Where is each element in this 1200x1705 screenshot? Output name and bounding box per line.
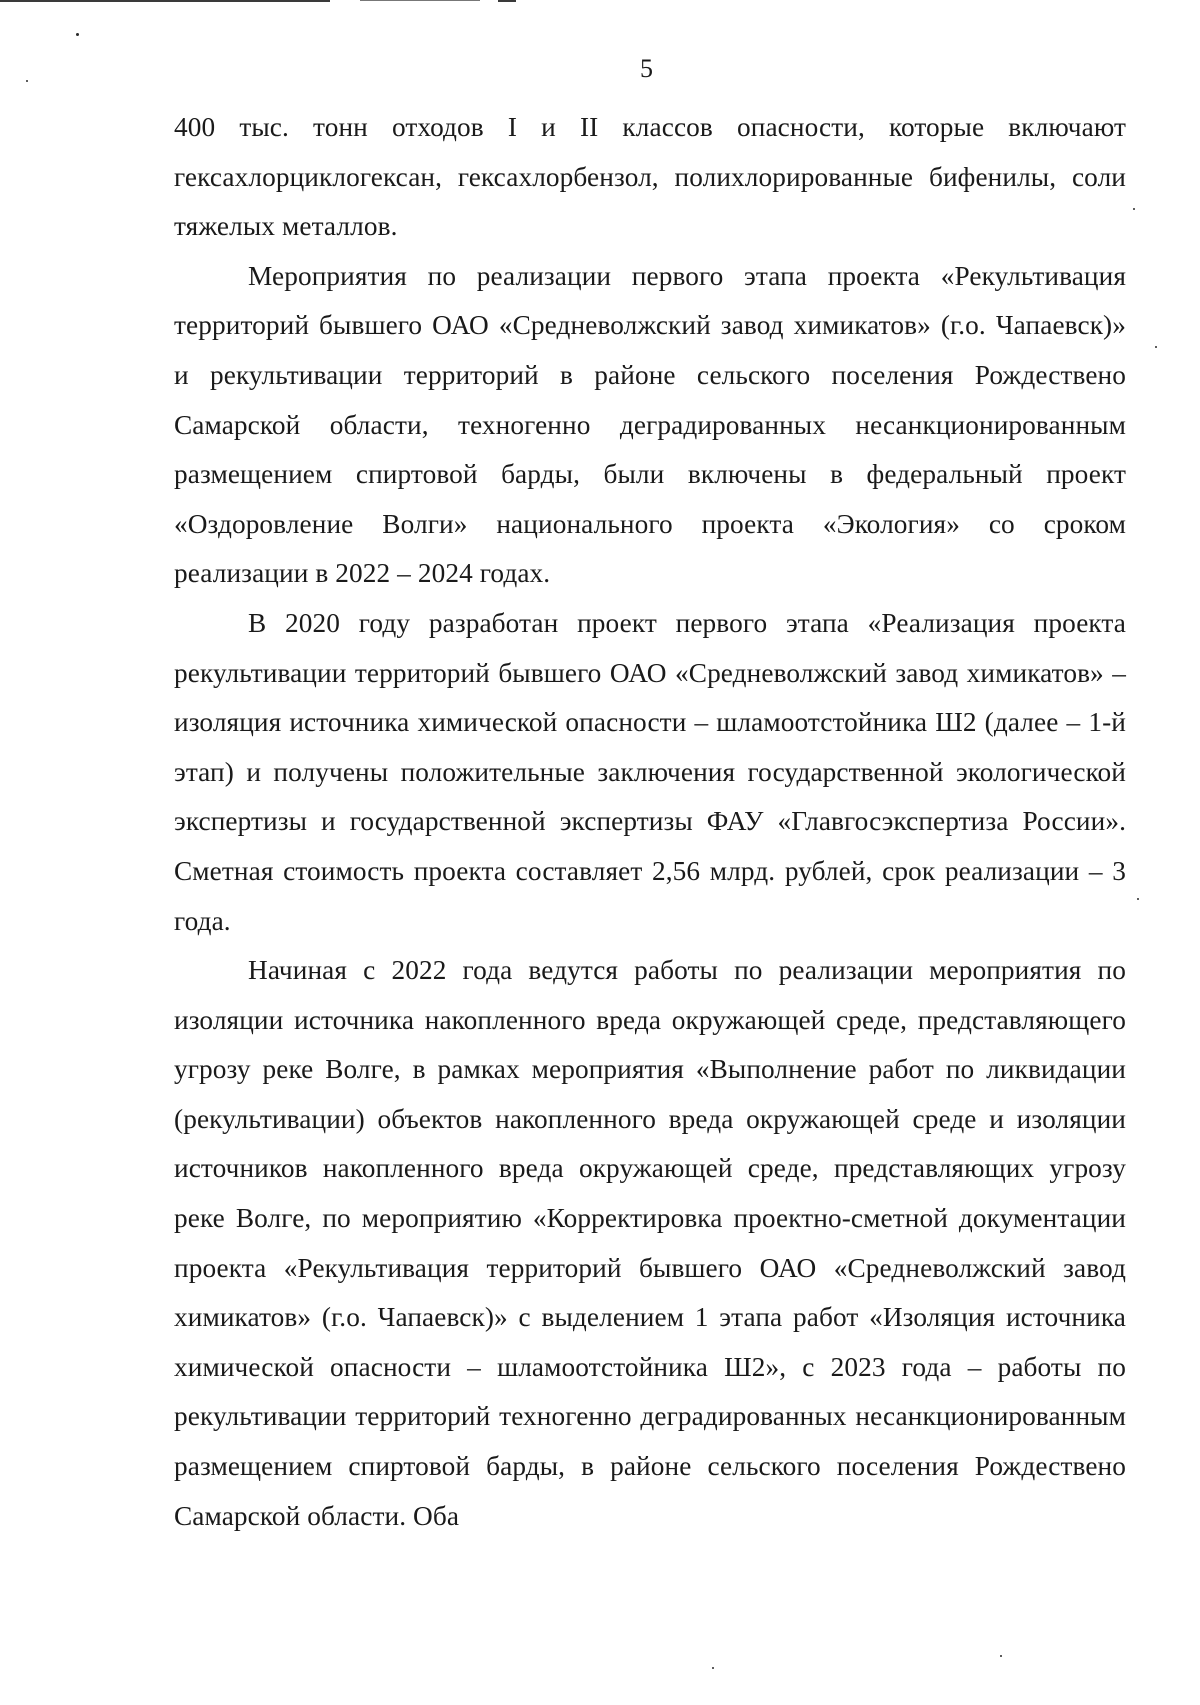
scan-speck (26, 80, 28, 82)
paragraph: В 2020 году разработан проект первого этапа «Реализация проекта рекультивации территорий бывшего ОАО «Средневолжский завод химикатов» – изоляция источника химической опасности – шламоотстойника Ш2 (далее – 1-й этап) и получены положительные заключения государственной экологической экспертизы и государственной экспертизы ФАУ «Главгосэкспертиза России». Сметная стоимость проекта составляет 2,56 млрд. рублей, срок реализации – 3 года. (174, 607, 1126, 936)
scan-speck (1000, 1655, 1002, 1657)
scan-edge-line (0, 0, 330, 2)
scan-speck (1137, 898, 1139, 900)
paragraph: Начиная с 2022 года ведутся работы по реализации мероприятия по изоляции источника накопленного вреда окружающей среде, представляющего угрозу реке Волге, в рамках мероприятия «Выполнение работ по ликвидации (рекультивации) объектов накопленного вреда окружающей среде и изоляции источников накопленного вреда окружающей среде, представляющих угрозу реке Волге, по мероприятию «Корректировка проектно-сметной документации проекта «Рекультивация территорий бывшего ОАО «Средневолжский завод химикатов» (г.о. Чапаевск)» с выделением 1 этапа работ «Изоляция источника химической опасности – шламоотстойника Ш2», с 2023 года – работы по рекультивации территорий техногенно деградированных несанкционированным размещением спиртовой барды, в районе сельского поселения Рождествено Самарской области. Оба (174, 955, 1126, 1531)
scan-edge-line (360, 0, 480, 1)
scan-speck (76, 33, 79, 36)
scan-edge-line (498, 0, 516, 2)
scan-speck (1133, 208, 1135, 210)
page-number: 5 (640, 54, 653, 83)
body-text (174, 103, 1126, 1541)
paragraph: 400 тыс. тонн отходов I и II классов опасности, которые включают гексахлорциклогексан, гексахлорбензол, полихлорированные бифенилы, соли тяжелых металлов. (174, 112, 1126, 242)
scan-speck (1155, 346, 1157, 348)
scan-speck (712, 1667, 714, 1669)
paragraph: Мероприятия по реализации первого этапа проекта «Рекультивация территорий бывшего ОАО «Средневолжский завод химикатов» (г.о. Чапаевск)» и рекультивации территорий в районе сельского поселения Рождествено Самарской области, техногенно деградированных несанкционированным размещением спиртовой барды, были включены в федеральный проект «Оздоровление Волги» национального проекта «Экология» со сроком реализации в 2022 – 2024 годах. (174, 260, 1126, 589)
